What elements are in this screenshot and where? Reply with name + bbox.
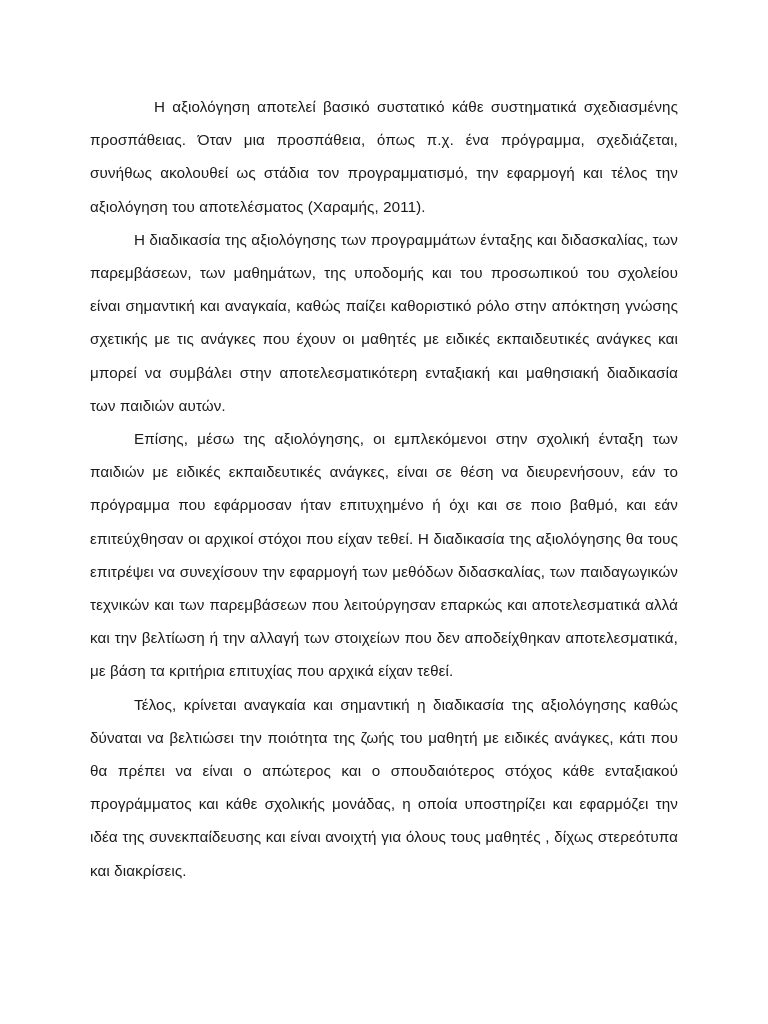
paragraph-evaluation-process: Η διαδικασία της αξιολόγησης των προγραμμάτων ένταξης και διδασκαλίας, των παρεμβάσεων, των μαθημάτων, της υποδομής και του προσωπικού του σχολείου είναι σημαντική και αναγκαία, καθώς παίζει καθοριστικό ρόλο στην απόκτηση γνώσης σχετικής με τις ανάγκες που έχουν οι μαθητές με ειδικές εκπαιδευτικές ανάγκες και μπορεί να συμβάλει στην αποτελεσματικότερη ενταξιακή και μαθησιακή διαδικασία των παιδιών αυτών.: [90, 231, 678, 415]
document-page: [90, 91, 678, 888]
paragraph-conclusion: Τέλος, κρίνεται αναγκαία και σημαντική η διαδικασία της αξιολόγησης καθώς δύναται να βελτιώσει την ποιότητα της ζωής του μαθητή με ειδικές ανάγκες, κάτι που θα πρέπει να είναι ο απώτερος και ο σπουδαιότερος στόχος κάθε ενταξιακού προγράμματος και κάθε σχολικής μονάδας, η οποία υποστηρίζει και εφαρμόζει την ιδέα της συνεκπαίδευσης και είναι ανοιχτή για όλους τους μαθητές , δίχως στερεότυπα και διακρίσεις.: [90, 696, 678, 880]
paragraph-evaluation-benefits: Επίσης, μέσω της αξιολόγησης, οι εμπλεκόμενοι στην σχολική ένταξη των παιδιών με ειδικές εκπαιδευτικές ανάγκες, είναι σε θέση να διευρενήσουν, εάν το πρόγραμμα που εφάρμοσαν ήταν επιτυχημένο ή όχι και σε ποιο βαθμό, και εάν επιτεύχθησαν οι αρχικοί στόχοι που είχαν τεθεί. Η διαδικασία της αξιολόγησης θα τους επιτρέψει να συνεχίσουν την εφαρμογή των μεθόδων διδασκαλίας, των παιδαγωγικών τεχνικών και των παρεμβάσεων που λειτούργησαν επαρκώς και αποτελεσματικά αλλά και την βελτίωση ή την αλλαγή των στοιχείων που δεν αποδείχθηκαν αποτελεσματικά, με βάση τα κριτήρια επιτυχίας που αρχικά είχαν τεθεί.: [90, 431, 678, 681]
paragraph-intro: Η αξιολόγηση αποτελεί βασικό συστατικό κάθε συστηματικά σχεδιασμένης προσπάθειας. Όταν μια προσπάθεια, όπως π.χ. ένα πρόγραμμα, σχεδιάζεται, συνήθως ακολουθεί ως στάδια τον προγραμματισμό, την εφαρμογή και τέλος την αξιολόγηση του αποτελέσματος (Χαραμής, 2011).: [90, 99, 678, 216]
